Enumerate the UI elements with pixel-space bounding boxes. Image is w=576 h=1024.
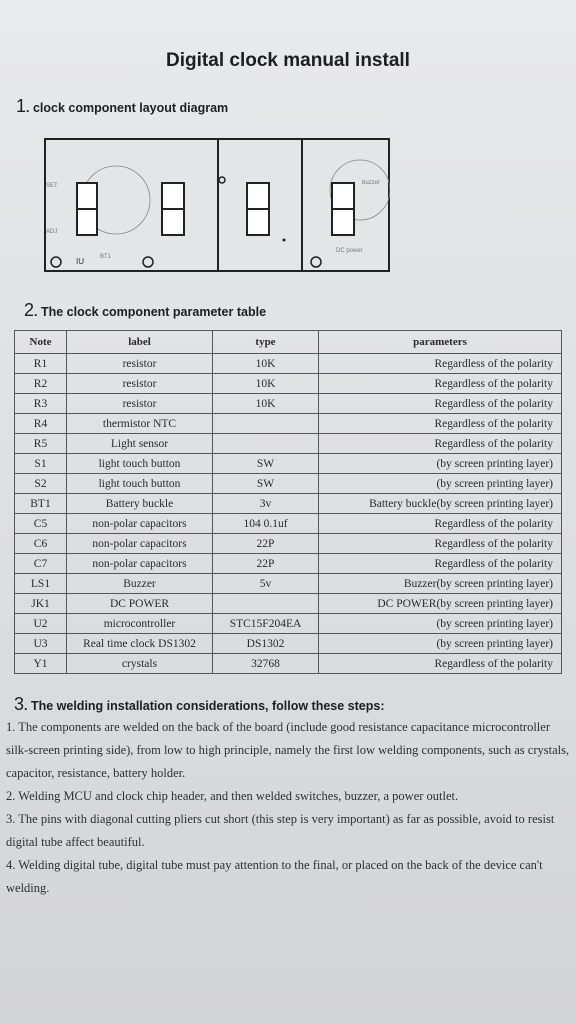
table-row bbox=[15, 434, 562, 454]
table-row bbox=[15, 514, 562, 534]
section-1-heading bbox=[16, 96, 228, 117]
table-row bbox=[15, 574, 562, 594]
step-item: 4. Welding digital tube, digital tube must pay attention to the final, or placed on the back of the device can't welding. bbox=[6, 858, 543, 895]
cell-label: non-polar capacitors bbox=[67, 534, 213, 554]
cell-label: thermistor NTC bbox=[67, 414, 213, 434]
cell-parameters: Regardless of the polarity bbox=[319, 514, 562, 534]
cell-type: SW bbox=[213, 474, 319, 494]
table-row bbox=[15, 554, 562, 574]
layout-diagram bbox=[44, 138, 390, 272]
cell-label: crystals bbox=[67, 654, 213, 674]
table-row bbox=[15, 494, 562, 514]
cell-note: R5 bbox=[15, 434, 67, 454]
cell-label: resistor bbox=[67, 354, 213, 374]
cell-label: resistor bbox=[67, 374, 213, 394]
cell-label: Light sensor bbox=[67, 434, 213, 454]
cell-label: non-polar capacitors bbox=[67, 554, 213, 574]
step-item: 2. Welding MCU and clock chip header, and then welded switches, buzzer, a power outlet. bbox=[6, 789, 459, 803]
cell-parameters: Regardless of the polarity bbox=[319, 554, 562, 574]
cell-parameters: (by screen printing layer) bbox=[319, 474, 562, 494]
cell-parameters: Regardless of the polarity bbox=[319, 654, 562, 674]
digit-3 bbox=[247, 183, 269, 235]
digit-2 bbox=[162, 183, 184, 235]
section-1-title: . clock component layout diagram bbox=[26, 101, 229, 115]
welding-steps bbox=[6, 716, 572, 900]
cell-type: 5v bbox=[213, 574, 319, 594]
cell-note: C5 bbox=[15, 514, 67, 534]
table-row bbox=[15, 594, 562, 614]
cell-note: U3 bbox=[15, 634, 67, 654]
cell-label: Buzzer bbox=[67, 574, 213, 594]
cell-note: S1 bbox=[15, 454, 67, 474]
diagram-label: SET bbox=[46, 183, 58, 189]
cell-parameters: Regardless of the polarity bbox=[319, 414, 562, 434]
cell-type: 104 0.1uf bbox=[213, 514, 319, 534]
cell-type bbox=[213, 434, 319, 454]
cell-note: R3 bbox=[15, 394, 67, 414]
colon-dot bbox=[283, 239, 286, 242]
table-row bbox=[15, 354, 562, 374]
page-title: Digital clock manual install bbox=[166, 50, 410, 71]
table-row bbox=[15, 374, 562, 394]
cell-type bbox=[213, 414, 319, 434]
section-2-title: . The clock component parameter table bbox=[34, 305, 267, 319]
section-3-heading bbox=[14, 694, 384, 715]
cell-parameters: Regardless of the polarity bbox=[319, 374, 562, 394]
column-header-type: type bbox=[213, 331, 319, 354]
cell-note: S2 bbox=[15, 474, 67, 494]
table-row bbox=[15, 454, 562, 474]
cell-label: DC POWER bbox=[67, 594, 213, 614]
cell-note: R4 bbox=[15, 414, 67, 434]
cell-type: 10K bbox=[213, 394, 319, 414]
column-header-note: Note bbox=[15, 331, 67, 354]
table-row bbox=[15, 614, 562, 634]
cell-note: R2 bbox=[15, 374, 67, 394]
section-2-number: 2 bbox=[24, 300, 35, 320]
diagram-label: DC power bbox=[336, 248, 363, 254]
section-3-number: 3 bbox=[14, 694, 25, 714]
table-row bbox=[15, 474, 562, 494]
parameter-table bbox=[14, 330, 562, 674]
digit-1 bbox=[77, 183, 97, 235]
cell-type bbox=[213, 594, 319, 614]
cell-type: 22P bbox=[213, 554, 319, 574]
cell-note: C6 bbox=[15, 534, 67, 554]
cell-parameters: Regardless of the polarity bbox=[319, 434, 562, 454]
cell-note: BT1 bbox=[15, 494, 67, 514]
cell-type: 10K bbox=[213, 354, 319, 374]
cell-parameters: (by screen printing layer) bbox=[319, 634, 562, 654]
diagram-label: buzzer bbox=[362, 180, 381, 186]
diagram-label: IU bbox=[76, 257, 84, 266]
cell-label: microcontroller bbox=[67, 614, 213, 634]
digit-4 bbox=[332, 183, 354, 235]
section-1-number: 1 bbox=[16, 96, 27, 116]
table-row bbox=[15, 414, 562, 434]
table-row bbox=[15, 394, 562, 414]
cell-label: light touch button bbox=[67, 454, 213, 474]
cell-parameters: (by screen printing layer) bbox=[319, 454, 562, 474]
cell-type: 32768 bbox=[213, 654, 319, 674]
cell-note: R1 bbox=[15, 354, 67, 374]
cell-type: SW bbox=[213, 454, 319, 474]
cell-label: resistor bbox=[67, 394, 213, 414]
table-row bbox=[15, 654, 562, 674]
column-header-parameters: parameters bbox=[319, 331, 562, 354]
cell-parameters: DC POWER(by screen printing layer) bbox=[319, 594, 562, 614]
cell-parameters: (by screen printing layer) bbox=[319, 614, 562, 634]
table-row bbox=[15, 634, 562, 654]
table-row bbox=[15, 534, 562, 554]
section-3-title: . The welding installation considerations, follow these steps: bbox=[24, 699, 385, 713]
section-2-heading bbox=[24, 300, 266, 321]
cell-parameters: Regardless of the polarity bbox=[319, 394, 562, 414]
cell-type: 22P bbox=[213, 534, 319, 554]
step-item: 3. The pins with diagonal cutting pliers cut short (this step is very important) as far as possible, avoid to resist digital tube affect beautiful. bbox=[6, 812, 555, 849]
cell-type: 3v bbox=[213, 494, 319, 514]
diagram-label: BT1 bbox=[100, 254, 112, 260]
cell-note: LS1 bbox=[15, 574, 67, 594]
cell-label: Real time clock DS1302 bbox=[67, 634, 213, 654]
cell-parameters: Battery buckle(by screen printing layer) bbox=[319, 494, 562, 514]
cell-parameters: Regardless of the polarity bbox=[319, 354, 562, 374]
table-header-row bbox=[15, 331, 562, 354]
cell-label: Battery buckle bbox=[67, 494, 213, 514]
cell-note: C7 bbox=[15, 554, 67, 574]
cell-note: JK1 bbox=[15, 594, 67, 614]
cell-type: STC15F204EA bbox=[213, 614, 319, 634]
column-header-label: label bbox=[67, 331, 213, 354]
cell-label: non-polar capacitors bbox=[67, 514, 213, 534]
cell-parameters: Buzzer(by screen printing layer) bbox=[319, 574, 562, 594]
cell-type: DS1302 bbox=[213, 634, 319, 654]
cell-note: U2 bbox=[15, 614, 67, 634]
step-item: 1. The components are welded on the back of the board (include good resistance capacitance microcontroller silk-screen printing side), from low to high principle, namely the first low welding components, such as crystals, capacitor, resistance, battery holder. bbox=[6, 720, 570, 780]
diagram-label: ADJ bbox=[46, 229, 58, 235]
cell-note: Y1 bbox=[15, 654, 67, 674]
cell-label: light touch button bbox=[67, 474, 213, 494]
cell-type: 10K bbox=[213, 374, 319, 394]
cell-parameters: Regardless of the polarity bbox=[319, 534, 562, 554]
